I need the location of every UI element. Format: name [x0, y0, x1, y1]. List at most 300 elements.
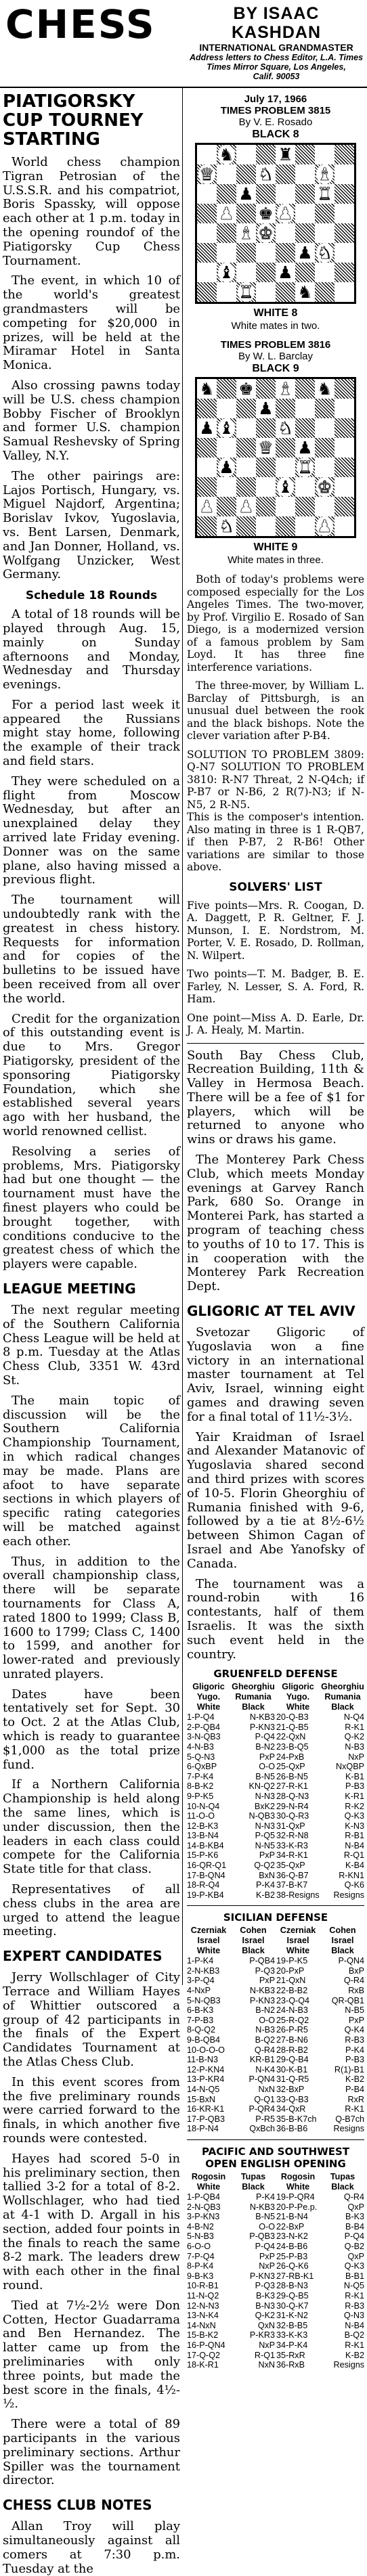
- player-header: Rogosin White: [280, 2171, 316, 2192]
- heading-expert-candidates: EXPERT CANDIDATES: [3, 1948, 163, 1965]
- board-square: [295, 184, 315, 204]
- board-square: [295, 223, 315, 243]
- move: 21-Q-B5: [276, 1722, 309, 1732]
- move: R-B3: [345, 2035, 364, 2045]
- problem-author: By W. L. Barclay: [238, 351, 314, 362]
- gligoric-section: [187, 1326, 364, 1662]
- problem-stipulation: White mates in three.: [228, 554, 324, 566]
- black-moves-column: [321, 2172, 364, 2370]
- board-square: [334, 145, 354, 164]
- move: 11-O-O: [187, 1811, 215, 1821]
- move: B-Q2: [255, 2035, 275, 2045]
- move: R-Q1: [254, 2350, 275, 2360]
- board-square: [217, 399, 236, 418]
- move: Q-K2: [255, 2311, 275, 2321]
- move: 29-Q-B4: [276, 2055, 309, 2065]
- board-square: [276, 497, 295, 516]
- black-piece-count: BLACK 8: [252, 129, 299, 140]
- move: KN-Q2: [249, 1781, 275, 1792]
- board-square: [217, 164, 236, 184]
- move: Q-K3: [344, 1811, 364, 1821]
- player-header: Cohen Israel Black: [240, 1926, 267, 1955]
- move: 35-QxP: [276, 1861, 305, 1871]
- move: 2-P-QB4: [187, 1722, 220, 1732]
- move: B-N5: [255, 1771, 275, 1781]
- move: RxR: [347, 2094, 364, 2104]
- move: P-B3: [345, 1781, 364, 1792]
- move: 4-N-B3: [187, 1741, 214, 1752]
- board-square: [256, 243, 276, 263]
- paragraph: The three-mover, by William L. Barclay of Pittsburgh, is an unusual duel between the rook and the black bishops. Note the clever variation after P-B4.: [187, 680, 364, 742]
- white-pawn-icon: ♟: [219, 204, 234, 223]
- board-square: [197, 282, 217, 302]
- move: P-KN3: [249, 1722, 275, 1732]
- address-line-2: Times Mirror Square, Los Angeles,: [207, 62, 346, 72]
- schedule-section: [3, 608, 180, 1272]
- move: P-Q3: [255, 2281, 275, 2291]
- address-line-3: Calif. 90053: [253, 72, 300, 81]
- board-square: [217, 477, 236, 497]
- chess-diagram: [195, 143, 356, 304]
- move: N-K4: [255, 2064, 275, 2074]
- board-square: [276, 164, 295, 184]
- move: Q-R4: [343, 1976, 364, 1986]
- move: B-B4: [345, 2221, 364, 2231]
- move: N-B5: [345, 2005, 364, 2016]
- white-bishop-icon: ♝: [238, 223, 254, 243]
- move: R-K1: [345, 2104, 364, 2114]
- white-king-icon: ♚: [258, 223, 274, 243]
- move: 5-Q-N3: [187, 1752, 215, 1762]
- board-square: [334, 497, 354, 516]
- white-king-icon: ♚: [317, 477, 332, 497]
- white-moves-column: [276, 1682, 320, 1900]
- move: 29-N-R4: [276, 1801, 309, 1811]
- game-score-gruenfeld: [187, 1668, 364, 1900]
- board-square: [236, 204, 256, 223]
- black-bishop-icon: ♝: [278, 477, 293, 497]
- subheading-schedule: Schedule 18 Rounds: [25, 589, 158, 603]
- move: 6-B-K3: [187, 2005, 214, 2016]
- board-square: [315, 263, 334, 282]
- move: 27-R-K1: [276, 1781, 308, 1792]
- paragraph: A total of 18 rounds will be played through Aug. 15, mainly on Sunday afternoons and Monday, Wednesday and Thursday evenings.: [3, 607, 180, 692]
- move: P-B4: [345, 2084, 364, 2094]
- move: 9-B-K3: [187, 2271, 214, 2281]
- white-moves-column: [187, 1926, 230, 2133]
- board-square: [334, 282, 354, 302]
- board-square: [256, 282, 276, 302]
- black-moves-column: [232, 2172, 275, 2370]
- move: R-K2: [345, 1801, 364, 1811]
- move: 25-P-B3: [276, 2251, 308, 2261]
- board-square: [276, 438, 295, 458]
- board-square: [217, 243, 236, 263]
- move: 16-QR-Q1: [187, 1861, 227, 1871]
- move: NxN: [258, 2360, 275, 2370]
- black-pawn-icon: ♟: [258, 399, 274, 418]
- move: 20-Q-B3: [276, 1712, 309, 1723]
- board-square: [334, 418, 354, 438]
- move: Resigns: [333, 1890, 364, 1900]
- board-square: [315, 497, 334, 516]
- move: 4-B-N2: [187, 2221, 214, 2231]
- board-square: [276, 399, 295, 418]
- move: PxP: [348, 2015, 364, 2025]
- move: 2-N-KB3: [187, 1966, 220, 1976]
- move: NxP: [259, 2261, 275, 2271]
- paragraph: The event, in which 10 of the world's greatest grandmasters will be competing for $20,000 in prizes, will be held at the Miramar Hotel in Santa Monica.: [3, 273, 180, 373]
- move: NxQBP: [336, 1762, 364, 1772]
- move: 18-R-Q4: [187, 1880, 220, 1890]
- move: 15-P-K6: [187, 1850, 219, 1861]
- board-square: [236, 263, 256, 282]
- move: P-Q5: [255, 1831, 275, 1841]
- white-moves-column: [276, 1926, 320, 2133]
- board-square: [295, 145, 315, 164]
- board-square: [256, 379, 276, 399]
- board-square: [197, 223, 217, 243]
- move: N-Q4: [343, 1712, 364, 1723]
- move: 9-B-QB4: [187, 2035, 220, 2045]
- move: P-KN3: [249, 2271, 275, 2281]
- move: P-KN3: [249, 1995, 275, 2005]
- black-king-icon: ♚: [258, 204, 274, 223]
- move: O-O: [259, 2015, 275, 2025]
- move: 19-P-QR4: [276, 2192, 315, 2202]
- expert-section: [3, 1971, 180, 2488]
- board-square: [197, 263, 217, 282]
- move: N-B3: [255, 2025, 275, 2035]
- chess-diagram: [195, 377, 356, 538]
- white-pawn-icon: ♟: [199, 497, 215, 516]
- move: 24-B-B6: [276, 2242, 308, 2252]
- game-title: GRUENFELD DEFENSE: [213, 1668, 338, 1681]
- move: 25-R-Q2: [276, 2015, 309, 2025]
- board-square: [334, 477, 354, 497]
- move: 22-QxN: [276, 1732, 306, 1742]
- paragraph: If a Northern California Championship is held along the same lines, which is under discussion, then the leaders in each class could compete for the California State title for that class.: [3, 1777, 180, 1877]
- move: 1-P-QB4: [187, 2192, 220, 2202]
- move: 18-P-N4: [187, 2124, 219, 2134]
- move: PxP: [259, 1752, 275, 1762]
- white-knight-icon: ♞: [278, 418, 293, 438]
- move: 12-B-K3: [187, 1821, 219, 1831]
- column-logo: CHESS: [5, 1, 156, 47]
- move: Q-R4: [254, 2045, 275, 2055]
- move: QR-QB1: [331, 1995, 364, 2005]
- black-pawn-icon: ♟: [238, 184, 254, 204]
- move: 9-P-K5: [187, 1791, 214, 1801]
- masthead: [0, 0, 367, 88]
- white-knight-icon: ♞: [317, 243, 332, 263]
- move: N-N3: [255, 1791, 275, 1801]
- black-moves-column: [321, 1926, 364, 2133]
- player-header: Gheorghiu Rumania Black: [321, 1682, 364, 1712]
- move: K-B2: [256, 1890, 275, 1900]
- paragraph: There were a total of 89 participants in the various preliminary sections. Arthur Spiller was the tournament director.: [3, 2417, 180, 2488]
- solvers-one-point: One point—Miss A. D. Earle, Dr. J. A. Healy, M. Martin.: [187, 1011, 364, 1036]
- move: 22-BxP: [276, 2221, 305, 2231]
- move: 36-B-B6: [276, 2124, 308, 2134]
- move: 3-P-Q4: [187, 1976, 215, 1986]
- move: R-KN1: [339, 1870, 364, 1880]
- white-knight-icon: ♞: [219, 516, 234, 536]
- move: 15-B-K2: [187, 2330, 219, 2340]
- move: Resigns: [333, 2124, 364, 2134]
- board-square: [295, 399, 315, 418]
- board-square: [295, 516, 315, 536]
- move: 30-Q-K7: [276, 2301, 309, 2311]
- heading-gligoric: GLIGORIC AT TEL AVIV: [187, 1303, 355, 1320]
- separator: [187, 1043, 364, 1044]
- heading-solvers-list: SOLVERS' LIST: [229, 880, 322, 894]
- board-square: [236, 418, 256, 438]
- move: Q-K3: [344, 2261, 364, 2271]
- move: PxP: [259, 2251, 275, 2261]
- board-square: [236, 399, 256, 418]
- move: PxP: [259, 1850, 275, 1861]
- move: 10-R-B1: [187, 2281, 219, 2291]
- board-square: [315, 399, 334, 418]
- black-pawn-icon: ♟: [199, 418, 215, 438]
- game-score-sicilian: [187, 1911, 364, 2133]
- board-square: [295, 497, 315, 516]
- club-continued: [187, 1049, 364, 1295]
- move: BxP: [348, 1966, 364, 1976]
- game-title: SICILIAN DEFENSE: [223, 1911, 328, 1924]
- move: K-B4: [345, 1861, 364, 1871]
- move: P-R5: [255, 2114, 275, 2124]
- move: 36-Q-B7: [276, 1870, 309, 1880]
- move: P-QR4: [249, 2104, 275, 2114]
- player-header: Gheorghiu Rumania Black: [232, 1682, 275, 1712]
- move: 31-K-N2: [276, 2311, 308, 2321]
- move: 5-N-QB3: [187, 1995, 221, 2005]
- move: 15-BxN: [187, 2094, 215, 2104]
- move: B-N2: [255, 1741, 275, 1752]
- move: 10-O-O-O: [187, 2045, 225, 2055]
- black-pawn-icon: ♟: [297, 243, 313, 263]
- board-square: [217, 379, 236, 399]
- move: 28-Q-N3: [276, 1791, 309, 1801]
- paragraph: Credit for the organization of this outstanding event is due to Mrs. Gregor Piatigorsky, president of the sponsoring Piatigorsky Foundation, which she established several years ago with her husband, the world renowned cellist.: [3, 1011, 180, 1138]
- solvers-two-points: Two points—T. M. Badger, B. E. Farley, N. Lesser, S. A. Ford, R. Ham.: [187, 968, 364, 1005]
- move: 14-NxN: [187, 2320, 216, 2330]
- paragraph: Resolving a series of problems, Mrs. Piatigorsky had but one thought — the tournament must have the finest players who could be brought together, with conditions conducive to the greatest chess of which the players were capable.: [3, 1144, 180, 1272]
- black-bishop-icon: ♝: [219, 418, 234, 438]
- byline: BY ISAAC KASHDAN: [232, 4, 321, 42]
- move: N-N5: [255, 1840, 275, 1850]
- board-square: [334, 399, 354, 418]
- column-divider: [182, 87, 183, 1985]
- move: 17-B-QN4: [187, 1870, 225, 1880]
- move: 26-B-N5: [276, 1771, 308, 1781]
- board-square: [197, 145, 217, 164]
- move: N-B4: [345, 1840, 364, 1850]
- move: Q-K2: [344, 1732, 364, 1742]
- white-queen-icon: ♛: [199, 164, 215, 184]
- move: BxK2: [254, 1801, 275, 1811]
- paragraph: Also crossing pawns today will be U.S. chess champion Bobby Fischer of Brooklyn and former U.S. champion Samual Reshevsky of Spring Valley, N.Y.: [3, 378, 180, 463]
- move: 38-Resigns: [276, 1890, 320, 1900]
- move: K-B2: [345, 2350, 364, 2360]
- move: 7-P-K4: [187, 1771, 214, 1781]
- board-square: [256, 184, 276, 204]
- move: QxBch: [249, 2124, 275, 2134]
- board-square: [295, 263, 315, 282]
- move: 17-P-QB3: [187, 2114, 225, 2124]
- move: 1-P-K4: [187, 1956, 214, 1966]
- board-square: [315, 145, 334, 164]
- black-piece-count: BLACK 9: [252, 363, 299, 374]
- solutions: SOLUTION TO PROBLEM 3809: Q-N7 SOLUTION TO PROBLEM 3810: R-N7 Threat, 2 N-Q4ch; if P-B7 or N-B6, 2 R(7)-N3; if N-N5, 2 R-N5. This is the composer's intention. Also mating in three is 1 R-QB7, if then P-B7, 2 R-B6! Other variations are similar to those above.: [187, 748, 364, 873]
- move: 21-B-N4: [276, 2212, 308, 2222]
- move: 3-N-QB3: [187, 1732, 221, 1742]
- white-moves-column: [187, 2172, 230, 2370]
- move: 27-B-N6: [276, 2035, 308, 2045]
- move: 16-KR-K1: [187, 2104, 225, 2114]
- paragraph: Thus, in addition to the overall championship class, there will be separate tournaments for Class A, rated 1800 to 1999; Class B, 1600 to 1799; Class C, 1400 to 1599, and another for lower-rated and previously unrated players.: [3, 1554, 180, 1681]
- black-knight-icon: ♞: [297, 282, 313, 302]
- heading-league-meeting: LEAGUE MEETING: [3, 1280, 136, 1297]
- paragraph: Both of today's problems were composed especially for the Los Angeles Times. The two-mover, by Prof. Virgilio E. Rosado of San Diego, is a modernized version of a famous problem by Sam Loyd. It has three fine interference variations.: [187, 573, 364, 673]
- paragraph: The main topic of discussion will be the Southern California Championship Tournament, in which radical changes may be made. Plans are afoot to have separate sections in which players of specific rating categories will be matched against each other.: [3, 1393, 180, 1549]
- move: Q-Q2: [254, 1861, 275, 1871]
- white-pawn-icon: ♟: [278, 204, 293, 223]
- move: N-QB3: [249, 1811, 275, 1821]
- board-square: [236, 477, 256, 497]
- paragraph: The next regular meeting of the Southern California Chess League will be held at 8 p.m. Tuesday at the Atlas Chess Club, 3351 W. 43rd St.: [3, 1302, 180, 1387]
- white-moves-column: [276, 2172, 320, 2370]
- move: NxP: [259, 2340, 275, 2350]
- move: Q-Q1: [254, 2094, 275, 2104]
- move: B-K3: [345, 2212, 364, 2222]
- problem-stipulation: White mates in two.: [231, 320, 320, 332]
- move: QxN: [257, 2320, 275, 2330]
- move: 6-QxBP: [187, 1762, 217, 1772]
- black-moves-column: [232, 1926, 275, 2133]
- white-piece-count: WHITE 9: [253, 541, 298, 553]
- white-queen-icon: ♛: [258, 438, 274, 458]
- move: 2-N-QB3: [187, 2202, 221, 2212]
- board-square: [256, 497, 276, 516]
- move: 20-P-Pe.p.: [276, 2202, 318, 2212]
- board-square: [197, 516, 217, 536]
- board-square: [295, 477, 315, 497]
- board-square: [197, 477, 217, 497]
- move: 12-N-N3: [187, 2301, 219, 2311]
- move: 33-K-R3: [276, 1840, 308, 1850]
- move: 22-B-B2: [276, 1986, 308, 1995]
- board-square: [276, 223, 295, 243]
- board-square: [315, 418, 334, 438]
- move: 13-P-KR4: [187, 2074, 225, 2085]
- problem-date: July 17, 1966: [244, 93, 307, 105]
- move: Q-R4: [343, 2192, 364, 2202]
- board-square: [197, 204, 217, 223]
- move: P-QB3: [249, 2231, 275, 2242]
- player-header: Tupas Black: [330, 2171, 355, 2192]
- move: RxB: [348, 1986, 364, 1995]
- move: 29-Q-B5: [276, 2291, 309, 2301]
- white-rook-icon: ♜: [238, 282, 254, 302]
- player-header: Gligoric Yugo. White: [282, 1682, 314, 1712]
- white-pawn-icon: ♟: [317, 516, 332, 536]
- move: NxN: [258, 2084, 275, 2094]
- paragraph: The other pairings are: Lajos Portisch, Hungary, vs. Miguel Najdorf, Argentina; Borislav Ivkov, Yugoslavia, vs. Bent Larsen, Denmark, and Jan Donner, Holland, vs. Wolfgang Unzicker, West Germany.: [3, 468, 180, 582]
- player-header: Czerniak Israel White: [280, 1926, 316, 1955]
- move: N-KB3: [249, 1986, 275, 1995]
- move: 21-QxN: [276, 1976, 306, 1986]
- paragraph: Hayes had scored 5-0 in his preliminary section, then tallied 3-2 for a total of 8-2. Wollschlager, who had tied at 4-1 with D. Argall in his section, added four points in the finals to reach the same 8-2 mark. The leaders drew with each other in the final round.: [3, 2151, 180, 2292]
- move: O-O: [259, 1762, 275, 1772]
- paragraph: Allan Troy will play simultaneously against all comers at 7:30 p.m. Tuesday at the: [3, 2519, 180, 2576]
- move: P-K4: [256, 2192, 275, 2202]
- board-square: [334, 243, 354, 263]
- move: 6-O-O: [187, 2242, 211, 2252]
- move: 5-N-B3: [187, 2231, 214, 2242]
- move: PxP: [259, 1976, 275, 1986]
- move: 12-P-KN4: [187, 2064, 225, 2074]
- board-square: [315, 458, 334, 477]
- move: BxN: [259, 1870, 275, 1880]
- move: N-B3: [345, 1741, 364, 1752]
- paragraph: The Monterey Park Chess Club, which meets Monday evenings at Garvey Ranch Park, 680 So. Orange in Monterei Park, has started a program of teaching chess to youths of 10 to 17. This is in cooperation with the Monterey Park Recreation Dept.: [187, 1153, 364, 1294]
- board-square: [315, 223, 334, 243]
- move: 14-N-Q5: [187, 2084, 220, 2094]
- move: B-N2: [255, 2005, 275, 2016]
- board-square: [315, 438, 334, 458]
- move: 32-B-B5: [276, 2320, 308, 2330]
- move: B-N5: [255, 2212, 275, 2222]
- paragraph: World chess champion Tigran Petrosian of the U.S.S.R. and his compatriot, Boris Spassky, will oppose each other at 1 p.m. today in the opening roundof of the Piatigorsky Cup Chess Tournament.: [3, 155, 180, 268]
- move: P-K4: [345, 2045, 364, 2055]
- board-square: [256, 145, 276, 164]
- board-square: [276, 516, 295, 536]
- white-bishop-icon: ♝: [278, 379, 293, 399]
- black-rook-icon: ♜: [278, 145, 293, 164]
- move: R-B1: [345, 1831, 364, 1841]
- problem-3815: [187, 93, 364, 332]
- problem-3816: [187, 339, 364, 567]
- move: 35-RxR: [276, 2350, 305, 2360]
- move: 13-N-K4: [187, 2311, 219, 2321]
- move: 10-N-Q4: [187, 1801, 220, 1811]
- white-rook-icon: ♜: [297, 458, 313, 477]
- move: 34-QxR: [276, 2104, 306, 2114]
- move: NxP: [348, 1752, 364, 1762]
- paragraph: The tournament will undoubtedly rank with the greatest in chess history. Requests for information and for copies of the bulletins to be issued have been received from all over the world.: [3, 893, 180, 1006]
- move: N-N3: [255, 1821, 275, 1831]
- intro-section: [3, 156, 180, 582]
- black-moves-column: [232, 1682, 275, 1900]
- paragraph: Jerry Wollschlager of City Terrace and William Hayes of Whittier outscored a group of 42 participants in the finals of the Expert Candidates Tournament at the Atlas Chess Club.: [3, 1970, 180, 2070]
- byline-block: [188, 4, 364, 81]
- board-square: [334, 223, 354, 243]
- black-pawn-icon: ♟: [297, 438, 313, 458]
- board-square: [256, 418, 276, 438]
- move: 34-P-K4: [276, 2340, 308, 2350]
- move: 25-QxP: [276, 1762, 305, 1772]
- paragraph: Tied at 7½-2½ were Don Cotten, Hector Guadarrama and Ben Hernandez. The latter came up from the preliminaries with only three points, but made the best score in the finals, 4½-½.: [3, 2298, 180, 2412]
- player-header: Tupas Black: [240, 2171, 266, 2192]
- move: R(1)-B1: [334, 2064, 364, 2074]
- move: 32-R-N8: [276, 1831, 309, 1841]
- move: 23-B-Q5: [276, 1741, 309, 1752]
- move: 33-K-K3: [276, 2330, 308, 2340]
- move: 8-P-K4: [187, 2261, 214, 2271]
